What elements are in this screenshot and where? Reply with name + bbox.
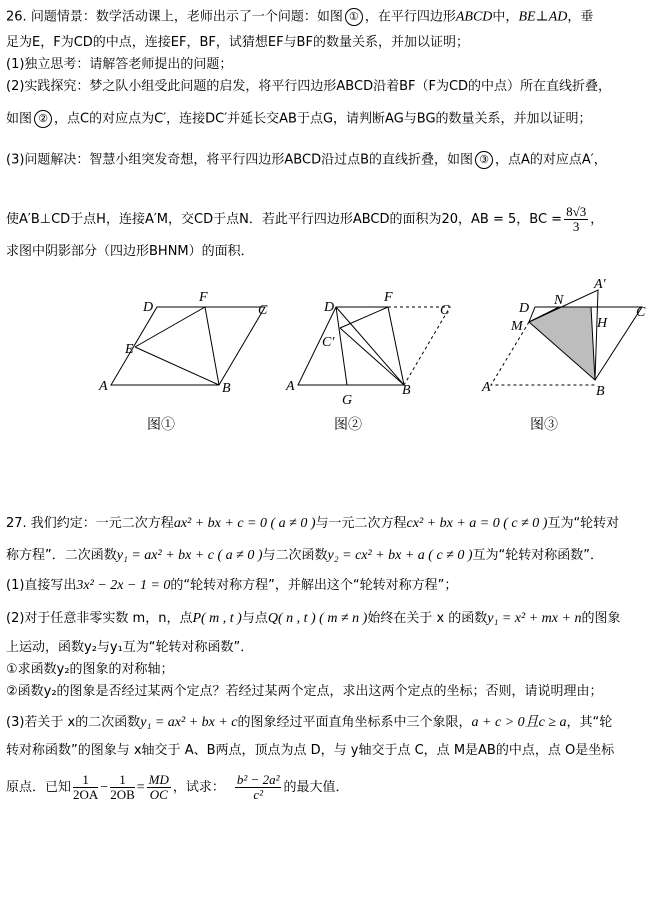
fig2-label-a: A [286, 379, 295, 394]
fig3-caption: 图③ [530, 418, 558, 433]
q26-number: 26. [6, 9, 27, 25]
fig1-label-d: D [143, 300, 154, 315]
q27-part2-line1: (2)对于任意非零实数 m，n，点P( m , t )与点Q( n , t ) ( m ≠ n )始终在关于 x 的函数y₁ = x² + mx + n的图象 [6, 611, 621, 626]
q27-part1: (1)直接写出3x² − 2x − 1 = 0的“轮转对称方程”，并解出这个“轮转对称方程”； [6, 578, 458, 593]
figure-1 [95, 280, 285, 440]
fig2-dg [336, 307, 347, 385]
fig3-label-m: M [511, 319, 523, 334]
fig1-label-e: E [125, 342, 134, 357]
fig2-label-f: F [384, 290, 393, 305]
q26-line-1: 26. 问题情景：数学活动课上，老师出示了一个问题：如图 ① ，在平行四边形ABCD中，BE⊥AD，垂 [6, 9, 594, 25]
fig2-label-c: C [440, 303, 450, 318]
fig3-label-n: N [554, 293, 564, 308]
frac-1-2oa: $\frac{1}{2OA}$ [73, 772, 99, 802]
fig3-label-b: B [596, 384, 605, 399]
q26-part2-line2: 如图 ② ，点C的对应点为C′，连接DC′并延长交AB于点G，请判断AG与BG的数量关系，并加以证明； [6, 111, 592, 127]
fig3-label-d: D [519, 301, 530, 316]
figure-3 [478, 275, 662, 440]
fig2-fc-prime [340, 307, 388, 328]
q26-line-2: 足为E，F为CD的中点，连接EF，BF，试猜想EF与BF的数量关系，并加以证明； [6, 35, 469, 50]
fig2-dashed [388, 307, 450, 385]
q26-part1: (1)独立思考：请解答老师提出的问题； [6, 57, 233, 72]
q26-part3-line1: (3)问题解决：智慧小组突发奇想，将平行四边形ABCD沿过点B的直线折叠，如图 ③ ，点A的对应点A′， [6, 152, 607, 168]
fig2-db [336, 307, 404, 385]
fig1-bf [205, 307, 219, 385]
fig1-label-c: C [258, 303, 268, 318]
fig2-label-g: G [342, 393, 353, 408]
q26-part3-line2: 使A′B⊥CD于点H，连接A′M，交CD于点N．若此平行四边形ABCD的面积为20，AB = 5，BC = $\frac{8√3}{3}$ ， [6, 204, 604, 234]
q27-line-2: 称方程”．二次函数y₁ = ax² + bx + c ( a ≠ 0 )与二次函数y₂ = cx² + bx + a ( c ≠ 0 )互为“轮转对称函数”． [6, 548, 604, 563]
q27-part3-line2: 转对称函数”的图象与 x轴交于 A、B两点，顶点为点 D，与 y轴交于点 C，点 M是AB的中点，点 O是坐标 [6, 743, 615, 758]
frac-1-2ob: $\frac{1}{2OB}$ [110, 772, 135, 802]
q26-part3-line3: 求图中阴影部分（四边形BHNM）的面积． [6, 244, 254, 259]
fig1-label-b: B [222, 381, 231, 396]
fig1-caption: 图① [147, 418, 175, 433]
fig3-label-a: A [482, 380, 491, 395]
q27-part3-line1: (3)若关于 x的二次函数y₁ = ax² + bx + c的图象经过平面直角坐标系中三个象限，a + c > 0且c ≥ a，其“轮 [6, 715, 613, 730]
fig3-label-h: H [597, 316, 608, 331]
fig3-label-c: C [636, 305, 646, 320]
figure-2 [282, 280, 472, 440]
q27-sub1: ①求函数y₂的图象的对称轴； [6, 662, 174, 677]
fig1-label-a: A [99, 379, 108, 394]
fig1-be [135, 347, 219, 385]
fig2-label-d: D [324, 300, 335, 315]
fig1-label-f: F [199, 290, 208, 305]
q26-part2-line1: (2)实践探究：梦之队小组受此问题的启发，将平行四边形ABCD沿着BF（F为CD的中点）所在直线折叠， [6, 79, 612, 94]
fig2-mark: ② [34, 110, 52, 128]
fig1-parallelogram [111, 307, 265, 385]
fig2-outline [298, 307, 404, 385]
q27-sub2: ②函数y₂的图象是否经过某两个定点？若经过某两个定点，求出这两个定点的坐标；否则，请说明理由； [6, 684, 603, 699]
fig1-mark: ① [345, 8, 363, 26]
frac-target: $\frac{\text{b² − 2a²}}{\text{c²}}$ [236, 772, 280, 802]
q27-part3-line3: 原点．已知 $\frac{1}{2OA}$ − $\frac{1}{2OB}$ = $\frac{MD}{OC}$ ，试求： $\frac{\text{b² − 2a²}}{\text{c²}}$ 的最大值． [6, 772, 349, 802]
q27-line-1: 27. 我们约定：一元二次方程ax² + bx + c = 0 ( a ≠ 0 )与一元二次方程cx² + bx + a = 0 ( c ≠ 0 )互为“轮转对 [6, 516, 620, 531]
frac-md-oc: $\frac{MD}{OC}$ [148, 772, 169, 802]
fig3-mark: ③ [475, 151, 493, 169]
fig3-label-a-prime: A′ [594, 277, 606, 292]
fig2-label-c-prime: C′ [322, 335, 335, 350]
fig2-caption: 图② [334, 418, 362, 433]
q27-part2-line2: 上运动，函数y₂与y₁互为“轮转对称函数”． [6, 640, 254, 655]
bc-fraction: $\frac{8√3}{3}$ [566, 204, 587, 234]
fig2-label-b: B [402, 383, 411, 398]
